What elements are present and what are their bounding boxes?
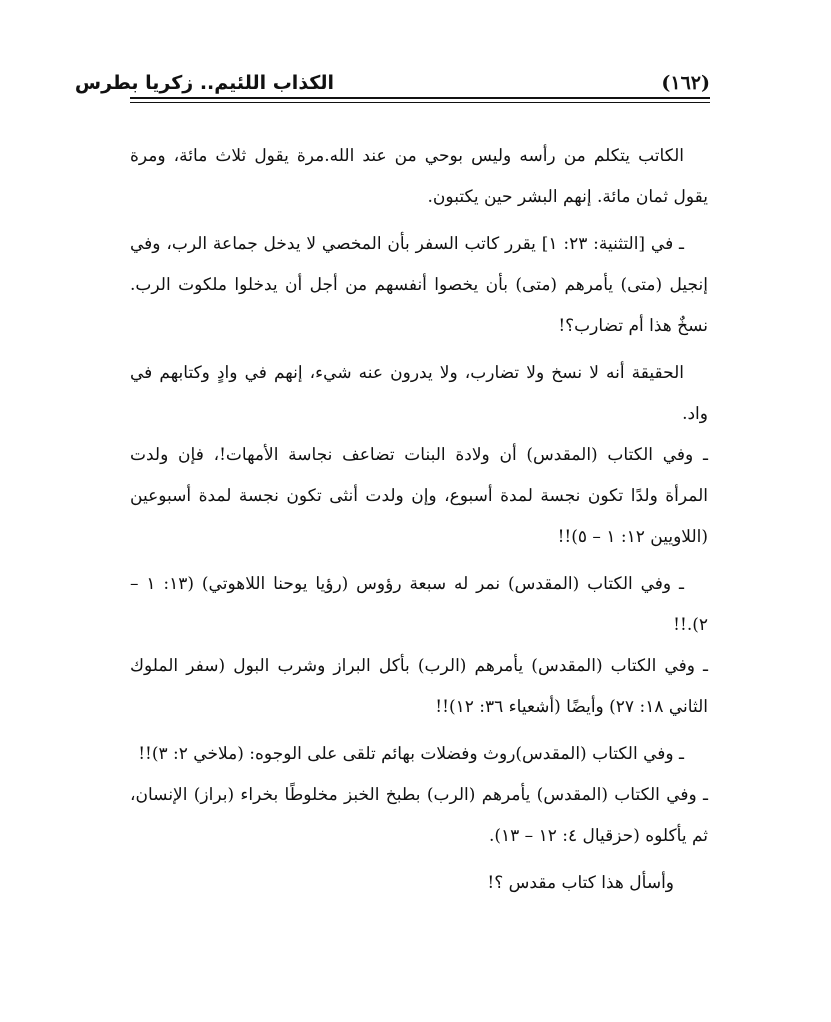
page-body: [130, 136, 708, 904]
running-title: الكذاب اللئيم.. زكريا بطرس: [74, 72, 334, 94]
page-number: (١٦٢): [661, 72, 710, 94]
paragraph: ـ وفي الكتاب (المقدس) نمر له سبعة رؤوس (رؤيا يوحنا اللاهوتي) (١٣: ١ – ٢).!!: [130, 574, 708, 635]
paragraph: الحقيقة أنه لا نسخ ولا تضارب، ولا يدرون عنه شيء، إنهم في وادٍ وكتابهم في واد.: [130, 363, 708, 424]
header-rule-thin: [130, 102, 710, 103]
paragraph: وأسأل هذا كتاب مقدس ؟!: [487, 873, 674, 893]
running-header: [74, 72, 710, 98]
header-rule-thick: [130, 97, 710, 99]
paragraph: ـ في [التثنية: ٢٣: ١] يقرر كاتب السفر بأن المخصي لا يدخل جماعة الرب، وفي إنجيل (متى) يأمرهم (متى) بأن يخصوا أنفسهم من أجل أن يدخلوا ملكوت الرب. نسخٌ هذا أم تضارب؟!: [130, 234, 708, 336]
paragraph: ـ وفي الكتاب (المقدس) أن ولادة البنات تضاعف نجاسة الأمهات!، فإن ولدت المرأة ولدًا تكون نجسة لمدة أسبوع، وإن ولدت أنثى تكون نجسة لمدة أسبوعين (اللاويين ١٢: ١ – ٥)!!: [130, 445, 708, 547]
paragraph: الكاتب يتكلم من رأسه وليس بوحي من عند الله.مرة يقول ثلاث مائة، ومرة يقول ثمان مائة. إنهم البشر حين يكتبون.: [130, 146, 708, 207]
paragraph: ـ وفي الكتاب (المقدس) يأمرهم (الرب) بطبخ الخبز مخلوطًا بخراء (براز) الإنسان، ثم يأكلوه (حزقيال ٤: ١٢ – ١٣).: [130, 785, 708, 846]
paragraph: ـ وفي الكتاب (المقدس) يأمرهم (الرب) بأكل البراز وشرب البول (سفر الملوك الثاني ١٨: ٢٧) وأيضًا (أشعياء ٣٦: ١٢)!!: [130, 656, 708, 717]
paragraph: ـ وفي الكتاب (المقدس)روث وفضلات بهائم تلقى على الوجوه: (ملاخي ٢: ٣)!!: [138, 744, 684, 764]
